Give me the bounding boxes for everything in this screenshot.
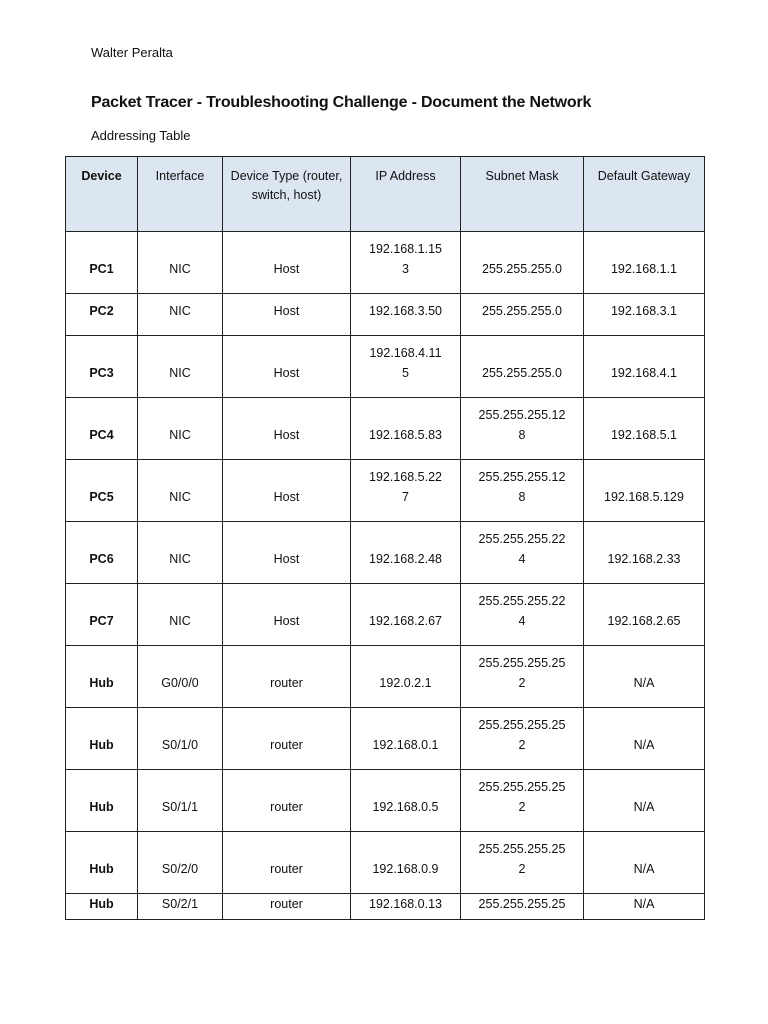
ip-address-cell [351, 460, 461, 522]
default-gateway-text: 192.168.2.33 [607, 552, 681, 566]
device-type-text: Host [273, 614, 300, 628]
ip-address-text: 192.168.5.83 [369, 428, 442, 442]
ip-address-text: 192.168.0.9 [372, 862, 439, 876]
default-gateway-cell [584, 522, 705, 584]
device-type-cell [223, 294, 351, 336]
ip-address-cell [351, 232, 461, 294]
device-text: Hub [89, 800, 114, 814]
interface-text: NIC [169, 490, 191, 504]
ip-address-text: 192.168.3.50 [369, 304, 442, 318]
table-row [66, 460, 705, 522]
default-gateway-text: 192.168.1.1 [610, 262, 678, 276]
interface-cell [138, 398, 223, 460]
device-text: PC7 [89, 614, 114, 628]
device-cell [66, 646, 138, 708]
interface-text: S0/1/1 [161, 800, 199, 814]
device-type-text: router [270, 800, 303, 814]
device-text: PC3 [89, 366, 114, 380]
subnet-mask-text: 255.255.255.224 [478, 532, 566, 566]
default-gateway-text: 192.168.5.1 [610, 428, 678, 442]
device-type-cell [223, 460, 351, 522]
column-header-device-type: Device Type (router, switch, host) [223, 157, 351, 232]
device-text: PC1 [89, 262, 114, 276]
device-cell [66, 894, 138, 920]
ip-address-text: 192.168.0.1 [372, 738, 439, 752]
subnet-mask-cell [461, 646, 584, 708]
subnet-mask-text: 255.255.255.224 [478, 594, 566, 628]
default-gateway-text: N/A [633, 897, 655, 911]
ip-address-cell [351, 832, 461, 894]
device-type-text: Host [273, 366, 300, 380]
table-row [66, 832, 705, 894]
ip-address-cell [351, 584, 461, 646]
subnet-mask-cell [461, 894, 584, 920]
device-type-cell [223, 522, 351, 584]
subnet-mask-text: 255.255.255.128 [478, 470, 566, 504]
device-type-cell [223, 708, 351, 770]
default-gateway-text: N/A [633, 862, 655, 876]
device-type-cell [223, 584, 351, 646]
device-type-cell [223, 398, 351, 460]
interface-cell [138, 294, 223, 336]
device-type-text: router [270, 862, 303, 876]
ip-address-cell [351, 646, 461, 708]
default-gateway-text: N/A [633, 800, 655, 814]
subnet-mask-cell [461, 708, 584, 770]
interface-text: NIC [169, 428, 191, 442]
interface-text: NIC [169, 304, 191, 318]
table-caption: Addressing Table [91, 128, 191, 143]
interface-cell [138, 336, 223, 398]
subnet-mask-cell [461, 232, 584, 294]
ip-address-text: 192.168.0.13 [369, 897, 442, 911]
subnet-mask-cell [461, 584, 584, 646]
table-row [66, 398, 705, 460]
addressing-table [65, 156, 705, 920]
table-row [66, 584, 705, 646]
ip-address-text: 192.168.1.153 [369, 242, 442, 276]
subnet-mask-cell [461, 522, 584, 584]
device-cell [66, 708, 138, 770]
ip-address-cell [351, 336, 461, 398]
ip-address-cell [351, 894, 461, 920]
subnet-mask-cell [461, 832, 584, 894]
interface-text: NIC [169, 366, 191, 380]
device-type-cell [223, 232, 351, 294]
default-gateway-cell [584, 336, 705, 398]
ip-address-cell [351, 398, 461, 460]
default-gateway-cell [584, 894, 705, 920]
ip-address-text: 192.0.2.1 [379, 676, 432, 690]
device-type-cell [223, 646, 351, 708]
ip-address-cell [351, 522, 461, 584]
device-cell [66, 770, 138, 832]
subnet-mask-cell [461, 294, 584, 336]
table-row [66, 336, 705, 398]
document-title: Packet Tracer - Troubleshooting Challenge - Document the Network [91, 94, 592, 111]
device-cell [66, 294, 138, 336]
subnet-mask-cell [461, 770, 584, 832]
subnet-mask-text: 255.255.255.252 [478, 780, 566, 814]
device-text: PC2 [89, 304, 114, 318]
default-gateway-cell [584, 398, 705, 460]
column-header-device: Device [66, 157, 138, 232]
default-gateway-text: 192.168.4.1 [610, 366, 678, 380]
interface-text: NIC [169, 262, 191, 276]
subnet-mask-cell [461, 460, 584, 522]
subnet-mask-text: 255.255.255.0 [482, 262, 562, 276]
column-header-subnet-mask: Subnet Mask [461, 157, 584, 232]
ip-address-cell [351, 708, 461, 770]
column-header-default-gateway: Default Gateway [584, 157, 705, 232]
default-gateway-cell [584, 646, 705, 708]
table-row [66, 646, 705, 708]
interface-cell [138, 832, 223, 894]
default-gateway-cell [584, 584, 705, 646]
device-type-cell [223, 336, 351, 398]
default-gateway-text: 192.168.2.65 [607, 614, 681, 628]
table-row [66, 522, 705, 584]
default-gateway-cell [584, 460, 705, 522]
device-type-cell [223, 770, 351, 832]
table-row [66, 232, 705, 294]
interface-cell [138, 460, 223, 522]
device-type-text: router [270, 738, 303, 752]
table-body [66, 232, 705, 920]
subnet-mask-text: 255.255.255.252 [478, 718, 566, 752]
column-header-interface: Interface [138, 157, 223, 232]
table-row [66, 770, 705, 832]
device-text: PC5 [89, 490, 114, 504]
default-gateway-text: N/A [633, 738, 655, 752]
interface-cell [138, 232, 223, 294]
subnet-mask-text: 255.255.255.128 [478, 408, 566, 442]
default-gateway-cell [584, 832, 705, 894]
interface-cell [138, 770, 223, 832]
device-cell [66, 232, 138, 294]
default-gateway-cell [584, 294, 705, 336]
default-gateway-text: 192.168.5.129 [604, 490, 684, 504]
interface-text: S0/2/0 [161, 862, 199, 876]
ip-address-text: 192.168.4.115 [369, 346, 442, 380]
device-cell [66, 522, 138, 584]
interface-cell [138, 894, 223, 920]
subnet-mask-text: 255.255.255.252 [478, 842, 566, 876]
table-row [66, 708, 705, 770]
interface-cell [138, 708, 223, 770]
device-type-text: Host [273, 428, 300, 442]
device-text: PC6 [89, 552, 114, 566]
device-cell [66, 460, 138, 522]
device-type-text: Host [273, 262, 300, 276]
device-cell [66, 832, 138, 894]
ip-address-text: 192.168.2.67 [369, 614, 442, 628]
ip-address-text: 192.168.2.48 [369, 552, 442, 566]
ip-address-text: 192.168.5.227 [369, 470, 442, 504]
device-text: PC4 [89, 428, 114, 442]
default-gateway-text: N/A [633, 676, 655, 690]
default-gateway-text: 192.168.3.1 [610, 304, 678, 318]
interface-cell [138, 522, 223, 584]
device-type-text: Host [273, 552, 300, 566]
default-gateway-cell [584, 770, 705, 832]
device-type-text: Host [273, 490, 300, 504]
column-header-ip-address: IP Address [351, 157, 461, 232]
default-gateway-cell [584, 708, 705, 770]
subnet-mask-text: 255.255.255.252 [478, 656, 566, 690]
device-type-text: router [270, 676, 303, 690]
ip-address-cell [351, 294, 461, 336]
interface-text: G0/0/0 [161, 676, 199, 690]
device-cell [66, 398, 138, 460]
table-row [66, 294, 705, 336]
interface-cell [138, 584, 223, 646]
interface-text: NIC [169, 614, 191, 628]
device-text: Hub [89, 897, 114, 911]
subnet-mask-text: 255.255.255.0 [482, 366, 562, 380]
interface-text: S0/2/1 [161, 897, 199, 911]
table-row [66, 894, 705, 920]
device-text: Hub [89, 862, 114, 876]
ip-address-cell [351, 770, 461, 832]
device-type-text: router [270, 897, 303, 911]
device-cell [66, 584, 138, 646]
device-type-cell [223, 894, 351, 920]
subnet-mask-cell [461, 336, 584, 398]
interface-text: S0/1/0 [161, 738, 199, 752]
device-type-text: Host [273, 304, 300, 318]
subnet-mask-text: 255.255.255.0 [482, 304, 562, 318]
device-text: Hub [89, 738, 114, 752]
ip-address-text: 192.168.0.5 [372, 800, 439, 814]
subnet-mask-cell [461, 398, 584, 460]
device-cell [66, 336, 138, 398]
device-text: Hub [89, 676, 114, 690]
device-type-cell [223, 832, 351, 894]
author-name: Walter Peralta [91, 45, 173, 60]
default-gateway-cell [584, 232, 705, 294]
table-header-row [66, 157, 705, 232]
interface-text: NIC [169, 552, 191, 566]
interface-cell [138, 646, 223, 708]
subnet-mask-text: 255.255.255.25 [478, 897, 566, 911]
